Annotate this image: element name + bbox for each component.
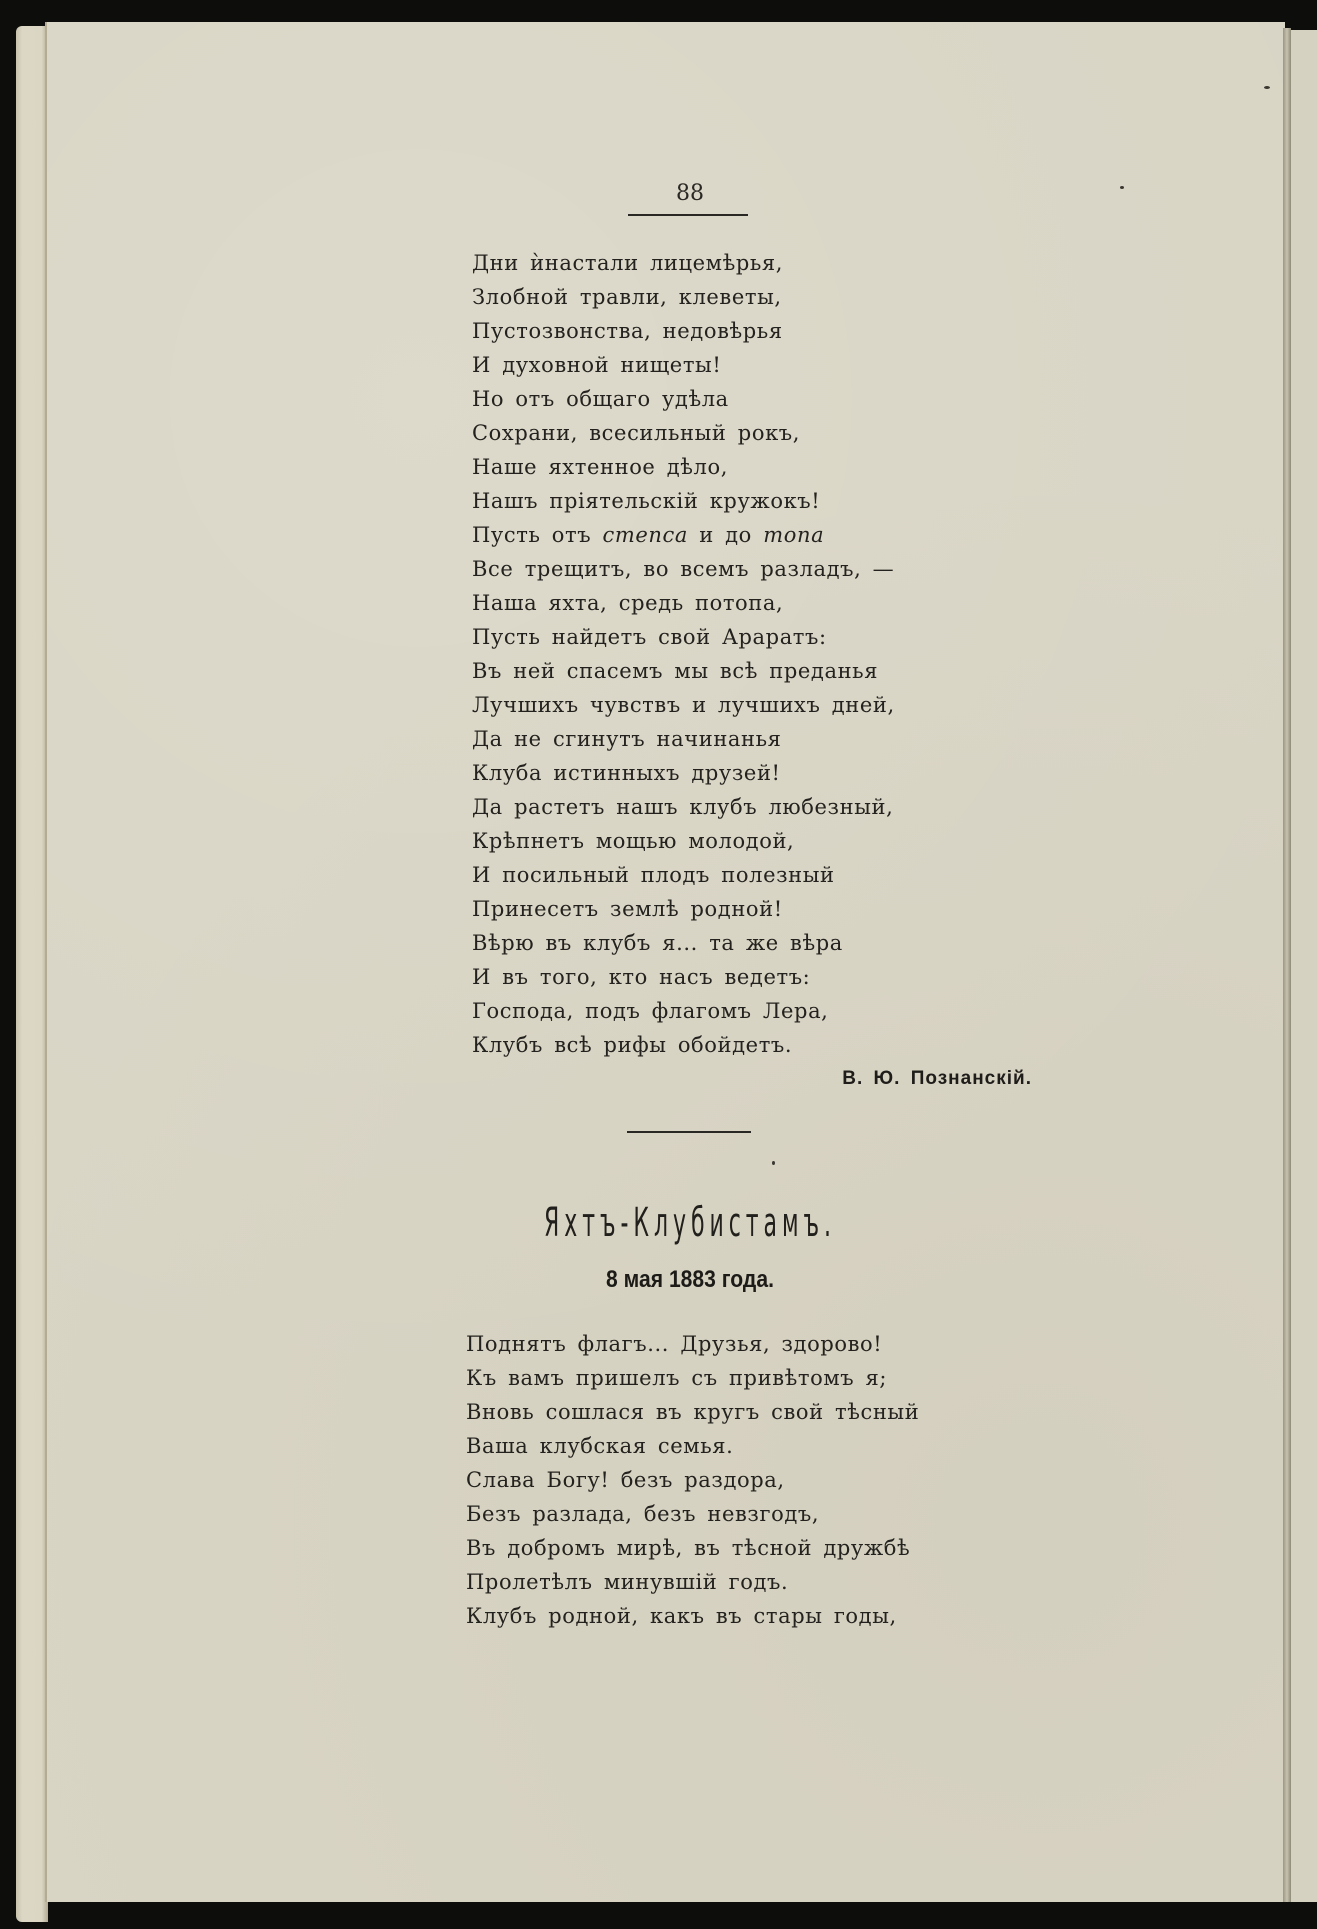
poem-line: Въ ней спасемъ мы всѣ преданья <box>472 659 879 683</box>
poem-line: Въ добромъ мирѣ, въ тѣсной дружбѣ <box>466 1536 911 1560</box>
poem-line: Господа, подъ флагомъ Лера, <box>472 999 829 1023</box>
poem-line: Къ вамъ пришелъ съ привѣтомъ я; <box>466 1366 888 1390</box>
poem-title: Яхтъ-Клубистамъ. <box>544 1200 836 1246</box>
poem-line: Дни ѝнастали лицемѣрья, <box>472 251 784 275</box>
italic-term-steps: степса <box>602 523 688 547</box>
poem-line: Нашъ пріятельскій кружокъ! <box>472 489 821 513</box>
book-gutter <box>1283 28 1291 1902</box>
poem-line: Пусть найдетъ свой Араратъ: <box>472 625 827 649</box>
poem-line-with-italics <box>472 518 895 552</box>
italic-term-top: топа <box>763 523 825 547</box>
poem-line: Да растетъ нашъ клубъ любезный, <box>472 795 894 819</box>
poem-line: Все трещитъ, во всемъ разладъ, — <box>472 557 895 581</box>
poem-1 <box>472 246 895 1062</box>
poem-line: Пустозвонства, недовѣрья <box>472 319 783 343</box>
poem-line: Вновь сошлася въ кругъ свой тѣсный <box>466 1400 920 1424</box>
book-left-edge <box>16 26 48 1922</box>
paper-speck <box>772 1161 775 1165</box>
poem-line: Злобной травли, клеветы, <box>472 285 782 309</box>
poem-line: Клуба истинныхъ друзей! <box>472 761 781 785</box>
poem-date: 8 мая 1883 года. <box>606 1266 774 1293</box>
poem-line: Слава Богу! безъ раздора, <box>466 1468 785 1492</box>
poem-line: Да не сгинутъ начинанья <box>472 727 782 751</box>
poem-line: Ваша клубская семья. <box>466 1434 734 1458</box>
poem-line: Вѣрю въ клубъ я... та же вѣра <box>472 931 843 955</box>
poem-line: И духовной нищеты! <box>472 353 722 377</box>
text: Пусть отъ <box>472 523 603 547</box>
poem-line: Но отъ общаго удѣла <box>472 387 729 411</box>
poem-line: Пролетѣлъ минувшій годъ. <box>466 1570 789 1594</box>
poem-line: Клубъ родной, какъ въ стары годы, <box>466 1604 897 1628</box>
poem-line: И въ того, кто насъ ведетъ: <box>472 965 811 989</box>
facing-page-edge <box>1291 30 1317 1902</box>
paper-speck <box>1264 86 1270 89</box>
poem-line: Наша яхта, средь потопа, <box>472 591 784 615</box>
paper-speck <box>1120 186 1124 189</box>
poem-line: Принесетъ землѣ родной! <box>472 897 783 921</box>
text: и до <box>687 523 764 547</box>
poem-2 <box>466 1327 919 1633</box>
author-signature: В. Ю. Познанскій. <box>842 1068 1032 1089</box>
page-number: 88 <box>676 181 704 206</box>
poem-line: Поднятъ флагъ... Друзья, здорово! <box>466 1332 883 1356</box>
poem-line: И посильный плодъ полезный <box>472 863 835 887</box>
poem-line: Сохрани, всесильный рокъ, <box>472 421 801 445</box>
poem-line: Безъ разлада, безъ невзгодъ, <box>466 1502 820 1526</box>
poem-line: Наше яхтенное дѣло, <box>472 455 728 479</box>
section-separator <box>627 1131 751 1133</box>
poem-line: Крѣпнетъ мощью молодой, <box>472 829 795 853</box>
poem-line: Лучшихъ чувствъ и лучшихъ дней, <box>472 693 895 717</box>
header-rule <box>628 214 748 216</box>
poem-line: Клубъ всѣ рифы обойдетъ. <box>472 1033 793 1057</box>
